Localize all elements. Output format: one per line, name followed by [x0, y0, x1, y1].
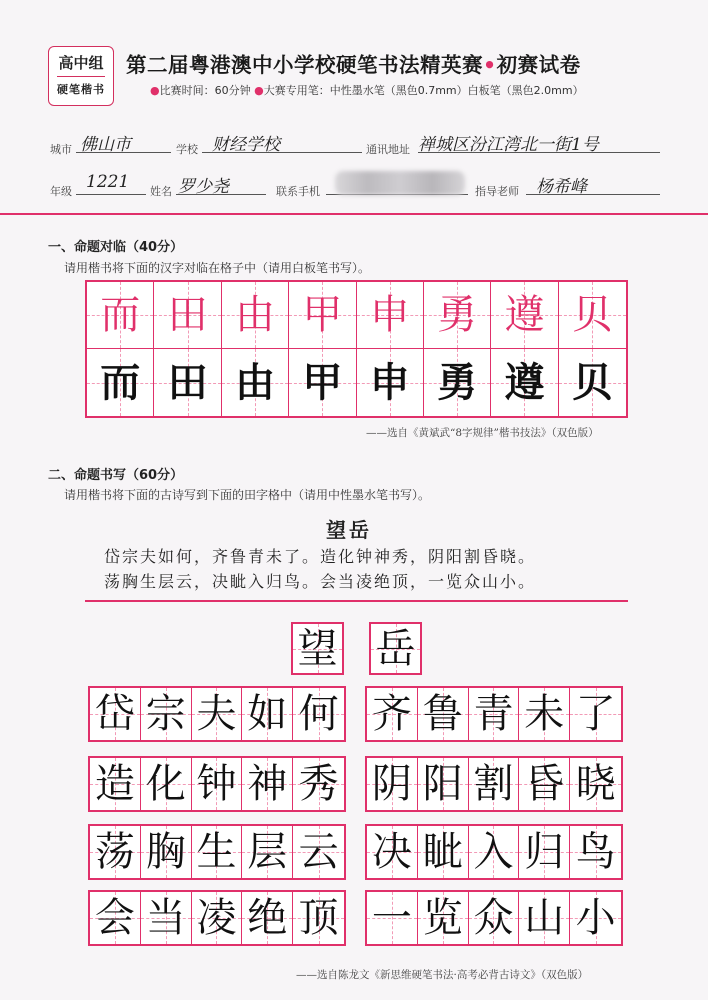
poem-char: 当	[145, 895, 186, 941]
poem-cell[interactable]	[90, 758, 141, 810]
grade-label: 年级	[50, 185, 72, 198]
poem-cell[interactable]	[141, 758, 192, 810]
model-cell	[559, 282, 626, 349]
poem-char: 化	[145, 761, 186, 807]
address-value[interactable]: 禅城区汾江湾北一街1号	[418, 135, 599, 155]
poem-char: 割	[473, 761, 514, 807]
poem-cell[interactable]	[519, 758, 570, 810]
poem-cell[interactable]	[141, 892, 192, 944]
poem-char: 归	[524, 829, 565, 875]
copy-grid	[85, 280, 628, 418]
poem-cell[interactable]	[242, 758, 293, 810]
poem-line-1: 岱宗夫如何，齐鲁青未了。造化钟神秀，阴阳割昏晓。	[104, 547, 537, 566]
poem-char: 眦	[422, 829, 463, 875]
title-box[interactable]	[369, 622, 422, 675]
model-char: 而	[100, 292, 141, 338]
section2-source: ——选自陈龙文《新思维硬笔书法·高考必背古诗文》（双色版）	[296, 969, 589, 981]
pen-label: 大赛专用笔：中性墨水笔（黑色0.7mm）白板笔（黑色2.0mm）	[263, 84, 584, 97]
poem-cell[interactable]	[90, 826, 141, 878]
poem-cell[interactable]	[418, 826, 469, 878]
poem-row-right	[365, 890, 623, 946]
poem-char: 鲁	[422, 691, 463, 737]
model-cell	[87, 282, 154, 349]
model-char: 贝	[572, 292, 613, 338]
time-label: 比赛时间：60分钟	[159, 84, 251, 97]
model-char: 由	[234, 292, 275, 338]
poem-char: 鸟	[575, 829, 616, 875]
grade-underline	[76, 194, 146, 195]
title-dot: •	[483, 53, 497, 77]
poem-cell[interactable]	[367, 892, 418, 944]
poem-title: 望岳	[326, 518, 372, 542]
poem-char: 钟	[196, 761, 237, 807]
school-label: 学校	[176, 143, 198, 156]
poem-cell[interactable]	[90, 688, 141, 740]
poem-cell[interactable]	[519, 892, 570, 944]
phone-label: 联系手机	[276, 185, 320, 198]
copy-char: 田	[167, 358, 208, 406]
name-label: 姓名	[150, 185, 172, 198]
poem-char: 顶	[298, 895, 339, 941]
poem-char: 何	[298, 691, 339, 737]
poem-char: 晓	[575, 761, 616, 807]
poem-char: 决	[371, 829, 412, 875]
poem-cell[interactable]	[242, 688, 293, 740]
poem-char: 青	[473, 691, 514, 737]
title-char: 望	[297, 625, 338, 672]
address-label: 通讯地址	[366, 143, 410, 156]
poem-row-right	[365, 686, 623, 742]
copy-cell[interactable]	[154, 349, 221, 416]
poem-row-left	[88, 890, 346, 946]
school-value[interactable]: 财经学校	[212, 135, 280, 155]
model-char: 遵	[504, 292, 545, 338]
title-tail: 初赛试卷	[496, 53, 581, 77]
poem-char: 阳	[422, 761, 463, 807]
poem-cell[interactable]	[469, 688, 520, 740]
copy-cell[interactable]	[357, 349, 424, 416]
poem-cell[interactable]	[570, 826, 621, 878]
poem-cell[interactable]	[90, 892, 141, 944]
copy-cell[interactable]	[491, 349, 558, 416]
poem-char: 小	[575, 895, 616, 941]
poem-cell[interactable]	[141, 688, 192, 740]
section2-heading: 二、命题书写（60分）	[48, 468, 184, 483]
poem-char: 山	[524, 895, 565, 941]
copy-char: 甲	[302, 358, 343, 406]
copy-cell[interactable]	[559, 349, 626, 416]
poem-char: 众	[473, 895, 514, 941]
header-divider	[0, 213, 708, 215]
poem-char: 岱	[94, 691, 135, 737]
poem-cell[interactable]	[192, 826, 243, 878]
badge-group-text: 高中组	[58, 54, 104, 72]
poem-char: 凌	[196, 895, 237, 941]
poem-char: 神	[247, 761, 288, 807]
poem-char: 宗	[145, 691, 186, 737]
poem-cell[interactable]	[570, 688, 621, 740]
poem-cell[interactable]	[367, 688, 418, 740]
copy-cell[interactable]	[87, 349, 154, 416]
model-cell	[357, 282, 424, 349]
page-title	[126, 48, 581, 78]
poem-cell[interactable]	[418, 758, 469, 810]
section1-source: ——选自《黄斌武“8字规律”楷书技法》（双色版）	[366, 427, 599, 439]
poem-line-2: 荡胸生层云，决眦入归鸟。会当凌绝顶，一览众山小。	[104, 572, 537, 591]
exam-rules-line	[150, 82, 584, 98]
poem-char: 造	[94, 761, 135, 807]
poem-cell[interactable]	[570, 758, 621, 810]
poem-char: 绝	[247, 895, 288, 941]
bullet-icon: ●	[150, 84, 160, 97]
grade-value[interactable]: 1221	[86, 172, 130, 192]
title-cell	[371, 624, 420, 673]
model-cell	[222, 282, 289, 349]
phone-redacted[interactable]	[335, 171, 465, 195]
badge-category-text: 硬笔楷书	[57, 83, 105, 96]
poem-char: 了	[575, 691, 616, 737]
group-badge	[48, 46, 114, 106]
model-char: 勇	[437, 292, 478, 338]
poem-cell[interactable]	[293, 826, 344, 878]
poem-cell[interactable]	[418, 688, 469, 740]
poem-cell[interactable]	[469, 892, 520, 944]
teacher-value[interactable]: 杨希峰	[536, 177, 587, 197]
poem-char: 如	[247, 691, 288, 737]
model-cell	[289, 282, 356, 349]
name-value[interactable]: 罗少尧	[178, 177, 229, 197]
poem-cell[interactable]	[141, 826, 192, 878]
poem-row-left	[88, 824, 346, 880]
copy-char: 而	[100, 358, 141, 406]
poem-cell[interactable]	[242, 826, 293, 878]
model-cell	[424, 282, 491, 349]
poem-row-left	[88, 756, 346, 812]
poem-cell[interactable]	[519, 826, 570, 878]
section2-instruction: 请用楷书将下面的古诗写到下面的田字格中（请用中性墨水笔书写）。	[64, 488, 431, 502]
poem-cell[interactable]	[469, 826, 520, 878]
poem-cell[interactable]	[192, 688, 243, 740]
poem-char: 未	[524, 691, 565, 737]
poem-cell[interactable]	[192, 758, 243, 810]
section1-heading: 一、命题对临（40分）	[48, 240, 184, 255]
model-char: 甲	[302, 292, 343, 338]
poem-char: 荡	[94, 829, 135, 875]
copy-cell[interactable]	[424, 349, 491, 416]
poem-row-left	[88, 686, 346, 742]
poem-char: 生	[196, 829, 237, 875]
copy-cell[interactable]	[222, 349, 289, 416]
poem-char: 一	[371, 895, 412, 941]
copy-char: 由	[234, 358, 275, 406]
poem-divider	[85, 600, 628, 602]
poem-cell[interactable]	[367, 826, 418, 878]
poem-char: 会	[94, 895, 135, 941]
poem-char: 云	[298, 829, 339, 875]
poem-row-right	[365, 824, 623, 880]
poem-cell[interactable]	[418, 892, 469, 944]
copy-char: 申	[369, 358, 410, 406]
copy-char: 勇	[437, 358, 478, 406]
poem-cell[interactable]	[469, 758, 520, 810]
teacher-label: 指导老师	[475, 185, 519, 198]
model-char: 田	[167, 292, 208, 338]
title-cell	[293, 624, 342, 673]
model-cell	[491, 282, 558, 349]
section1-instruction: 请用楷书将下面的汉字对临在格子中（请用白板笔书写）。	[64, 261, 371, 275]
copy-char: 贝	[572, 358, 613, 406]
city-label: 城市	[50, 143, 72, 156]
poem-cell[interactable]	[293, 688, 344, 740]
title-char: 岳	[375, 625, 416, 672]
badge-divider	[57, 76, 105, 77]
poem-cell[interactable]	[570, 892, 621, 944]
title-box[interactable]	[291, 622, 344, 675]
title-main: 第二届粤港澳中小学校硬笔书法精英赛	[126, 53, 483, 77]
poem-char: 阴	[371, 761, 412, 807]
poem-char: 秀	[298, 761, 339, 807]
poem-cell[interactable]	[519, 688, 570, 740]
poem-cell[interactable]	[242, 892, 293, 944]
city-value[interactable]: 佛山市	[80, 135, 131, 155]
poem-char: 昏	[524, 761, 565, 807]
poem-cell[interactable]	[293, 892, 344, 944]
model-cell	[154, 282, 221, 349]
poem-row-right	[365, 756, 623, 812]
copy-char: 遵	[504, 358, 545, 406]
poem-char: 胸	[145, 829, 186, 875]
poem-char: 入	[473, 829, 514, 875]
poem-char: 层	[247, 829, 288, 875]
poem-cell[interactable]	[367, 758, 418, 810]
poem-char: 夫	[196, 691, 237, 737]
poem-char: 览	[422, 895, 463, 941]
bullet-icon: ●	[254, 84, 264, 97]
copy-cell[interactable]	[289, 349, 356, 416]
model-char: 申	[369, 292, 410, 338]
poem-cell[interactable]	[293, 758, 344, 810]
poem-char: 齐	[371, 691, 412, 737]
poem-cell[interactable]	[192, 892, 243, 944]
